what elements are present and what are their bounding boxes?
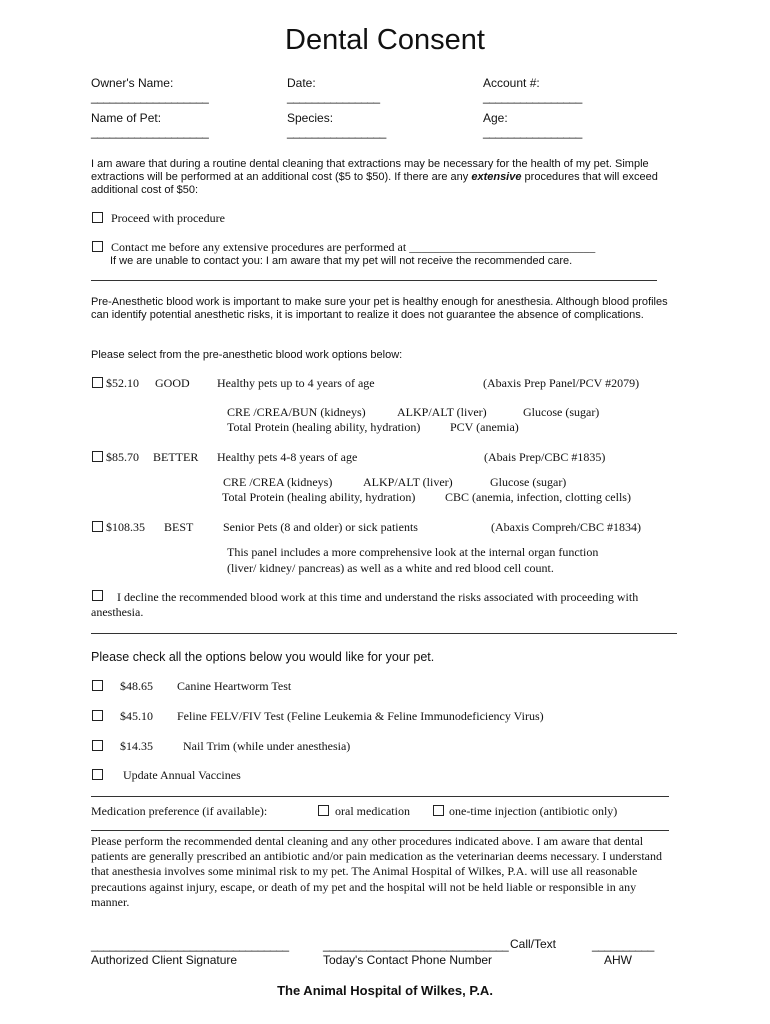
felv-label: Feline FELV/FIV Test (Feline Leukemia & Feline Immunodeficiency Virus) — [177, 709, 544, 723]
good-test-liver: ALKP/ALT (liver) — [397, 405, 487, 419]
section-divider — [91, 830, 669, 831]
good-test-kidneys: CRE /CREA/BUN (kidneys) — [227, 405, 366, 419]
better-test-protein: Total Protein (healing ability, hydration) — [222, 490, 416, 504]
hospital-name-footer: The Animal Hospital of Wilkes, P.A. — [277, 983, 493, 998]
good-test-protein: Total Protein (healing ability, hydration) — [227, 420, 421, 434]
section-divider — [91, 280, 657, 281]
good-price: $52.10 — [106, 376, 139, 390]
extraction-paragraph — [91, 158, 681, 197]
signature-label: Authorized Client Signature — [91, 953, 238, 967]
better-price: $85.70 — [106, 450, 139, 464]
vaccines-label: Update Annual Vaccines — [123, 768, 241, 782]
oral-medication-checkbox[interactable] — [318, 805, 329, 816]
extraction-emphasis: extensive — [471, 171, 522, 183]
oral-medication-label: oral medication — [335, 804, 410, 818]
best-description: Senior Pets (8 and older) or sick patients — [223, 520, 418, 534]
decline-text-line2: anesthesia. — [91, 605, 144, 619]
best-panel-note-line2: (liver/ kidney/ pancreas) as well as a white and red blood cell count. — [227, 561, 554, 575]
age-label: Age: — [483, 111, 508, 125]
bloodwork-select-prompt: Please select from the pre-anesthetic blood work options below: — [91, 349, 403, 361]
proceed-checkbox[interactable] — [92, 212, 103, 223]
contact-label: Contact me before any extensive procedures are performed at _______________________________ — [111, 240, 596, 254]
pet-name-label: Name of Pet: — [91, 111, 162, 125]
injection-label: one-time injection (antibiotic only) — [449, 804, 618, 818]
nail-trim-checkbox[interactable] — [92, 740, 103, 751]
date-label: Date: — [287, 76, 316, 90]
nail-trim-price: $14.35 — [120, 739, 153, 753]
better-panel-checkbox[interactable] — [92, 451, 103, 462]
ahw-field[interactable]: __________ — [592, 938, 654, 952]
best-label: BEST — [164, 520, 194, 534]
owner-name-label: Owner's Name: — [91, 76, 174, 90]
best-panel-checkbox[interactable] — [92, 521, 103, 532]
age-field[interactable]: ________________ — [483, 125, 582, 139]
good-test-glucose: Glucose (sugar) — [523, 405, 600, 419]
section-divider — [91, 796, 669, 797]
heartworm-price: $48.65 — [120, 679, 153, 693]
good-description: Healthy pets up to 4 years of age — [217, 376, 375, 390]
section-divider — [91, 633, 677, 634]
felv-price: $45.10 — [120, 709, 153, 723]
species-label: Species: — [287, 111, 334, 125]
felv-checkbox[interactable] — [92, 710, 103, 721]
signature-field[interactable]: ________________________________ — [91, 938, 289, 952]
pet-name-field[interactable]: ___________________ — [91, 125, 209, 139]
better-description: Healthy pets 4-8 years of age — [217, 450, 358, 464]
best-panel-note-line1: This panel includes a more comprehensive look at the internal organ function — [227, 545, 599, 559]
better-test-glucose: Glucose (sugar) — [490, 475, 567, 489]
good-panel-code: (Abaxis Prep Panel/PCV #2079) — [483, 376, 640, 390]
vaccines-checkbox[interactable] — [92, 769, 103, 780]
call-text-label: Call/Text — [510, 937, 557, 951]
better-test-liver: ALKP/ALT (liver) — [363, 475, 453, 489]
good-panel-checkbox[interactable] — [92, 377, 103, 388]
phone-field[interactable]: ______________________________ — [323, 938, 509, 952]
unable-to-contact-text: If we are unable to contact you: I am aware that my pet will not receive the recommended care. — [110, 255, 573, 267]
injection-checkbox[interactable] — [433, 805, 444, 816]
ahw-label: AHW — [604, 953, 632, 967]
decline-bloodwork-checkbox[interactable] — [92, 590, 103, 601]
decline-text-line1: I decline the recommended blood work at this time and understand the risks associated with proceeding with — [117, 590, 639, 604]
bloodwork-intro: Pre-Anesthetic blood work is important to make sure your pet is healthy enough for anesthesia. Although blood profiles can identify potential anesthetic risks, it is important to realize it does not guarantee the absence of complications. — [91, 296, 668, 321]
better-test-kidneys: CRE /CREA (kidneys) — [223, 475, 333, 489]
proceed-label: Proceed with procedure — [111, 211, 225, 225]
heartworm-checkbox[interactable] — [92, 680, 103, 691]
contact-checkbox[interactable] — [92, 241, 103, 252]
page-title: Dental Consent — [285, 24, 485, 56]
better-panel-code: (Abais Prep/CBC #1835) — [484, 450, 606, 464]
heartworm-label: Canine Heartworm Test — [177, 679, 292, 693]
best-price: $108.35 — [106, 520, 145, 534]
nail-trim-label: Nail Trim (while under anesthesia) — [183, 739, 351, 753]
date-field[interactable]: _______________ — [287, 90, 380, 104]
medication-label: Medication preference (if available): — [91, 804, 268, 818]
extraction-text-a: I am aware that during a routine dental cleaning that extractions may be necessary for the health of my pet. Simple extractions will be performed at an additional cost ($5 to $50). If there are any — [91, 158, 649, 183]
phone-label: Today's Contact Phone Number — [323, 953, 493, 967]
consent-paragraph: Please perform the recommended dental cleaning and any other procedures indicated above. I am aware that dental patients are generally prescribed an antibiotic and/or pain medication as the veterinarian deems necessary. I understand that anesthesia involves some minimal risk to my pet. The Animal Hospital of Wilkes, P.A. will use all reasonable precautions against injury, escape, or death of my pet and the hospital will not be held liable or responsible in any manner. — [91, 834, 662, 909]
best-panel-code: (Abaxis Compreh/CBC #1834) — [491, 520, 641, 534]
better-label: BETTER — [153, 450, 199, 464]
account-label: Account #: — [483, 76, 540, 90]
owner-name-field[interactable]: ___________________ — [91, 90, 209, 104]
good-label: GOOD — [155, 376, 190, 390]
options-heading: Please check all the options below you would like for your pet. — [91, 650, 435, 664]
good-test-pcv: PCV (anemia) — [450, 420, 519, 434]
account-field[interactable]: ________________ — [483, 90, 582, 104]
species-field[interactable]: ________________ — [287, 125, 386, 139]
better-test-cbc: CBC (anemia, infection, clotting cells) — [445, 490, 631, 504]
extraction-text-b: procedures that will exceed additional cost of $50: — [91, 171, 658, 196]
